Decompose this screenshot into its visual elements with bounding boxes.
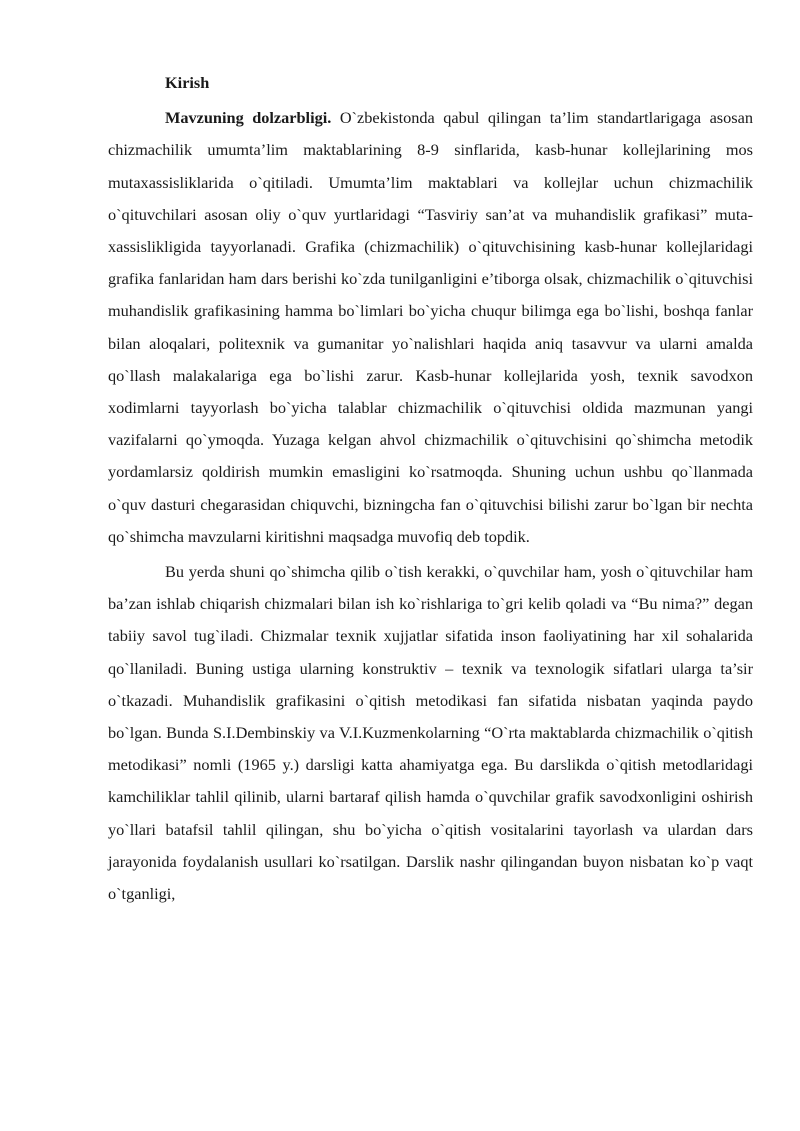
section-heading: Kirish xyxy=(165,73,210,92)
page-content xyxy=(108,67,753,913)
paragraph-text: O`zbekistonda qabul qilingan ta’lim standartlarigaga asosan chizmachilik umumta’lim maktablarining 8-9 sinflarida, kasb-hunar kollejlarining mos mutaxassisliklarida o`qitiladi. Umumta’lim maktablari va kollejlar uchun chizmachilik o`qituvchilari asosan oliy o`quv yurtlaridagi “Tasviriy san’at va muhandislik grafikasi” muta-xassislikligida tayyorlanadi. Grafika (chizmachilik) o`qituvchisining kasb-hunar kollejlaridagi grafika fanlaridan ham dars berishi ko`zda tunilganligini e’tiborga olsak, chizmachilik o`qituvchisi muhandislik grafikasining hamma bo`limlari bo`yicha chuqur bilimga ega bo`lishi, boshqa fanlar bilan aloqalari, politexnik va gumanitar yo`nalishlari haqida aniq tasavvur va ularni amalda qo`llash malakalariga ega bo`lishi zarur. Kasb-hunar kollejlarida yosh, texnik savodxon xodimlarni tayyorlash bo`yicha talablar chizmachilik o`qituvchisi oldida mazmunan yangi vazifalarni qo`ymoqda. Yuzaga kelgan ahvol chizmachilik o`qituvchisini qo`shimcha metodik yordamlarsiz qoldirish mumkin emasligini ko`rsatmoqda. Shuning uchun ushbu qo`llanmada o`quv dasturi chegarasidan chiquvchi, bizningcha fan o`qituvchisi bilishi zarur bo`lgan bir nechta qo`shimcha mavzularni kiritishni maqsadga muvofiq deb topdik. xyxy=(108,108,753,546)
paragraph-lead-bold: Mavzuning dolzarbligi. xyxy=(165,108,332,128)
paragraph-text: Bu yerda shuni qo`shimcha qilib o`tish kerakki, o`quvchilar ham, yosh o`qituvchilar ham ba’zan ishlab chiqarish chizmalari bilan ish ko`rishlariga to`gri kelib qoladi va “Bu nima?” degan tabiiy savol tug`iladi. Chizmalar texnik xujjatlar sifatida inson faoliyatining har xil sohalarida qo`llaniladi. Buning ustiga ularning konstruktiv – texnik va texnologik sifatlari ularga ta’sir o`tkazadi. Muhandislik grafikasini o`qitish metodikasi fan sifatida nisbatan yaqinda paydo bo`lgan. Bunda S.I.Dembinskiy va V.I.Kuzmenkolarning “O`rta maktablarda chizmachilik o`qitish metodikasi” nomli (1965 y.) darsligi katta ahamiyatga ega. Bu darslikda o`qitish metodlaridagi kamchiliklar tahlil qilinib, ularni bartaraf qilish hamda o`quvchilar grafik savodxonligini oshirish yo`llari batafsil tahlil qilingan, shu bo`yicha o`qitish vositalarini tayorlash va ulardan dars jarayonida foydalanish usullari ko`rsatilgan. Darslik nashr qilingandan buyon nisbatan ko`p vaqt o`tganligi, xyxy=(108,562,753,904)
paragraph-relevance xyxy=(108,102,753,553)
paragraph-methodology xyxy=(108,556,753,910)
